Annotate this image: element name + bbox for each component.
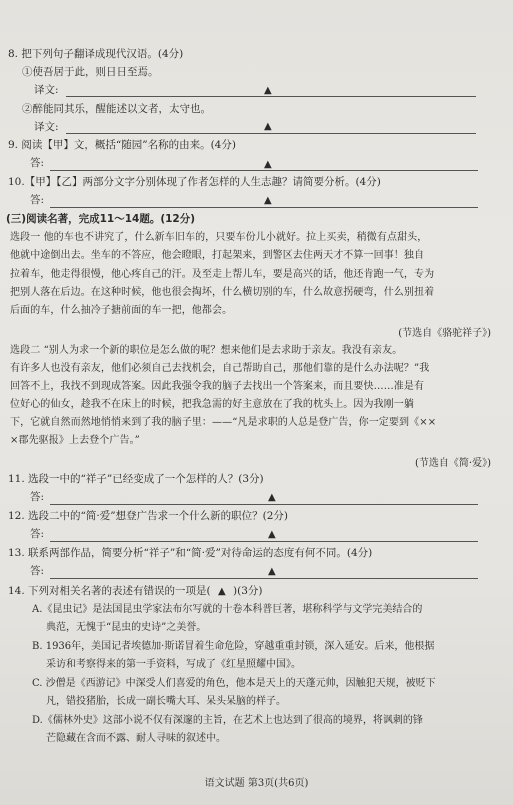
- excerpt-2-line: ×郡先驱报》上去登个广告。”: [10, 435, 140, 446]
- q8-answer-line-2[interactable]: [66, 133, 476, 134]
- excerpt-1-source: (节选自《骆驼祥子》): [398, 328, 491, 339]
- answer-marker-icon: ▲: [217, 586, 226, 597]
- q13-answer-label: 答:: [30, 565, 45, 577]
- excerpt-1-line: 拉着车，他走得很慢，他心疼自己的汗。及至走上帮儿车，要是高兴的话，他还肯跑一气，专为: [10, 269, 435, 280]
- excerpt-2-line: 位好心的仙女，趁我不在床上的时候，把我急需的好主意放在了我的枕头上。因为我刚一躺: [10, 399, 414, 410]
- q11-answer-line[interactable]: [50, 504, 478, 505]
- q8-sentence-1: ①使吾居于此，则日日至焉。: [22, 66, 159, 78]
- q14-stem: [8, 585, 263, 598]
- answer-marker-icon: ▲: [268, 492, 276, 503]
- q14-option-d[interactable]: D.《儒林外史》这部小说不仅有深邃的主旨，在艺术上也达到了很高的境界，将讽刺的锋: [32, 715, 423, 726]
- q14-option-c[interactable]: C. 沙僧是《西游记》中深受人们喜爱的角色，他本是天上的天蓬元帅，因触犯天规，被贬下: [32, 678, 436, 689]
- answer-marker-icon: ▲: [264, 195, 272, 206]
- excerpt-1-line: 选段一 他的车也不讲究了，什么新车旧车的，只要车份儿小就好。拉上买卖，稍微有点甜头，: [10, 232, 428, 243]
- excerpt-2-source: (节选自《简·爱》): [415, 458, 491, 469]
- q10-stem: 10.【甲】【乙】两部分文字分别体现了作者怎样的人生志趣？请简要分析。(4分): [8, 176, 381, 188]
- answer-marker-icon: ▲: [264, 159, 272, 170]
- q12-answer-line[interactable]: [50, 541, 478, 542]
- section-3-title: (三)阅读名著，完成11～14题。(12分): [6, 213, 196, 225]
- answer-marker-icon: ▲: [268, 566, 276, 577]
- answer-marker-icon: ▲: [268, 529, 276, 540]
- q14-stem-points: )(3分): [233, 585, 263, 597]
- answer-marker-icon: ▲: [264, 121, 272, 132]
- answer-marker-icon: ▲: [264, 85, 272, 96]
- q12-stem: 12. 选段二中的“简·爱”想登广告求一个什么新的职位？(2分): [8, 510, 288, 522]
- excerpt-1-line: 他就中途倒出去。坐车的不答应，他会瞪眼，打起架来，到警区去住两天才不算一回事！独自: [10, 250, 425, 261]
- q14-option-c-cont: 凡，错投猪胎，长成一副长嘴大耳、呆头呆脑的样子。: [46, 696, 286, 707]
- excerpt-2-line: 选段二 “别人为求一个新的职位是怎么做的呢？想来他们是去求助于亲友。我没有亲友。: [10, 345, 403, 356]
- q9-answer-line[interactable]: [50, 170, 478, 171]
- q8-stem: 8. 把下列句子翻译成现代汉语。(4分): [8, 48, 184, 60]
- q10-answer-line[interactable]: [50, 207, 478, 208]
- q13-stem: 13. 联系两部作品，简要分析“祥子”和“简·爱”对待命运的态度有何不同。(4分): [8, 547, 373, 559]
- excerpt-2-line: 下，它就自然而然地悄悄来到了我的脑子里：——“凡是求职的人总是登广告，你一定要到《××: [10, 417, 437, 428]
- q14-stem-text: 14. 下列对相关名著的表述有错误的一项是(: [8, 585, 211, 597]
- excerpt-2-line: 有许多人也没有亲友，他们必须自己去找机会，自己帮助自己，那他们靠的是什么办法呢？”我: [10, 363, 430, 374]
- q9-answer-label: 答:: [30, 157, 45, 169]
- q14-option-b-cont: 采访和考察得来的第一手资料，写成了《红星照耀中国》。: [46, 659, 301, 670]
- q9-stem: 9. 阅读【甲】文，概括“随园”名称的由来。(4分): [8, 139, 236, 151]
- q13-answer-line[interactable]: [50, 578, 478, 579]
- q8-answer-line-1[interactable]: [66, 96, 476, 97]
- page-footer: 语文试题 第3页(共6页): [204, 778, 309, 789]
- q14-option-b[interactable]: B. 1936年，美国记者埃德加·斯诺冒着生命危险，穿越重重封锁，深入延安。后来，他根据: [32, 641, 435, 652]
- q8-answer-label-1: 译文:: [34, 84, 59, 96]
- q8-sentence-2: ②醉能同其乐，醒能述以文者，太守也。: [22, 103, 211, 115]
- excerpt-2-line: 回答不上，我找不到现成答案。因此我强令我的脑子去找出一个答案来，而且要快……准是有: [10, 381, 425, 392]
- q11-stem: 11. 选段一中的“祥子”已经变成了一个怎样的人？(3分): [8, 473, 264, 485]
- q8-answer-label-2: 译文:: [34, 121, 59, 133]
- q14-option-d-cont: 芒隐藏在含而不露、耐人寻味的叙述中。: [46, 733, 226, 744]
- q11-answer-label: 答:: [30, 491, 45, 503]
- q12-answer-label: 答:: [30, 528, 45, 540]
- q14-option-a-cont: 典范，无愧于“昆虫的史诗”之美誉。: [46, 622, 207, 633]
- q14-option-a[interactable]: A.《昆虫记》是法国昆虫学家法布尔写就的十卷本科普巨著，堪称科学与文学完美结合的: [32, 604, 423, 615]
- excerpt-1-line: 把别人落在后边。在这种时候，他也很会掏坏，什么横切别的车，什么故意拐硬弯，什么别扭着: [10, 287, 435, 298]
- q10-answer-label: 答:: [30, 194, 45, 206]
- excerpt-1-line: 后面的车，什么抽冷子搪前面的车一把，他都会。: [10, 305, 233, 316]
